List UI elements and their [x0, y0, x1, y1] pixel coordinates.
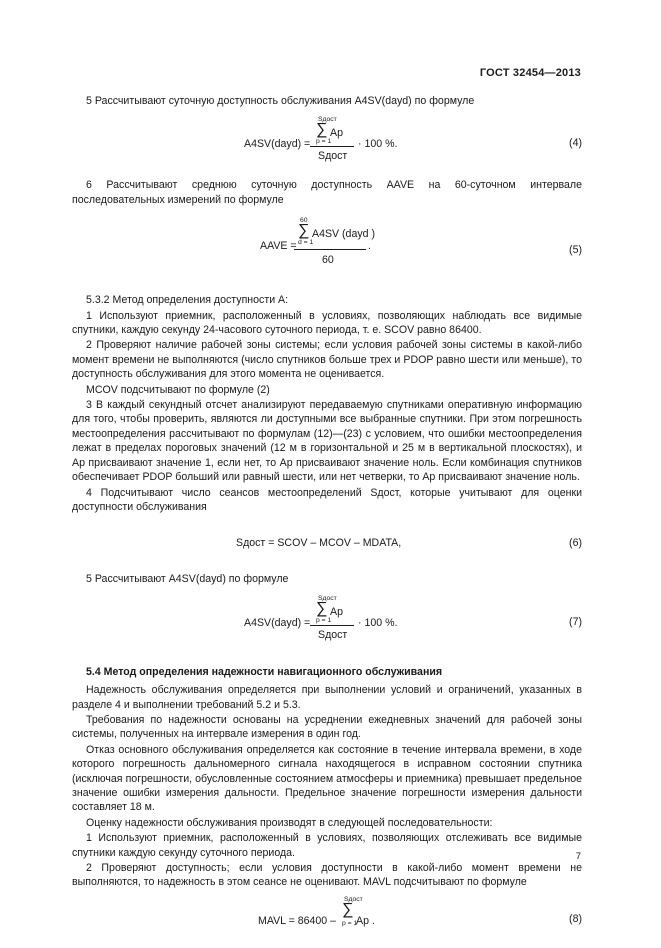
sigma-icon: ∑	[316, 599, 328, 617]
sigma-icon: ∑	[316, 121, 328, 139]
sigma-icon: ∑	[342, 900, 354, 918]
paragraph: Оценку надежности обслуживания производят в следующей последовательности:	[86, 816, 493, 829]
denominator: 60	[322, 254, 334, 267]
paragraph: 4 Подсчитывают число сеансов местоопределений Sдост, которые учитывают для оценки доступности обслуживания	[72, 486, 582, 513]
equation-number: (8)	[569, 912, 582, 925]
paragraph: 5 Рассчитывают суточную доступность обслуживания A4SV(dayd) по формуле	[86, 95, 475, 107]
sum-upper-limit: Sдост	[318, 594, 337, 602]
equation-number: (6)	[569, 537, 582, 550]
sum-term: Ap .	[356, 914, 375, 927]
document-header: ГОСТ 32454—2013	[479, 67, 581, 79]
paragraph: 1 Используют приемник, расположенный в условиях, позволяющих наблюдать все видимые спутники, каждую секунду 24-часового суточного периода, т. е. SCOV равно 86400.	[72, 309, 582, 337]
equation-number: (7)	[569, 615, 582, 628]
formula-tail: .	[368, 240, 371, 253]
sum-term: Ap	[330, 605, 343, 618]
sum-lower-limit: p = 1	[316, 138, 332, 146]
paragraph: MCOV подсчитывают по формуле (2)	[86, 383, 270, 396]
paragraph: Надежность обслуживания определяется при выполнении условий и ограничений, указанных в разделе 4 и выполнении требований 5.2 и 5.3.	[72, 684, 582, 711]
equation-number: (5)	[569, 244, 582, 257]
formula-6	[72, 520, 582, 566]
formula-lhs: A4SV(dayd) =	[244, 616, 311, 629]
formula-4	[72, 114, 582, 172]
equation-number: (4)	[569, 137, 582, 150]
formula-lhs: AAVE =	[260, 240, 297, 253]
denominator: Sдост	[318, 150, 348, 163]
page-number: 7	[575, 851, 581, 862]
document-body	[72, 94, 582, 948]
formula-lhs: A4SV(dayd) =	[244, 138, 311, 151]
paragraph: 2 Проверяют наличие рабочей зоны системы; если условия рабочей зоны системы в какой-либо момент времени не выполняются (число спутников больше трех и PDOP равно шести или меньше), то доступность обслуживания для этого момента не оценивается.	[72, 339, 582, 381]
sum-upper-limit: Sдост	[318, 116, 337, 124]
sigma-icon: ∑	[298, 222, 310, 240]
subsection-heading: 5.3.2 Метод определения доступности A:	[86, 294, 289, 307]
formula-tail: · 100 %.	[358, 616, 398, 629]
sum-term: A4SV (dayd )	[312, 228, 376, 241]
paragraph: 5 Рассчитывают A4SV(dayd) по формуле	[86, 573, 289, 586]
formula-tail: · 100 %.	[358, 138, 398, 151]
formula-lhs: MAVL = 86400 –	[258, 914, 337, 927]
sum-lower-limit: p = 1	[342, 919, 358, 927]
fraction-line	[310, 625, 354, 626]
formula-8	[72, 896, 582, 942]
sum-lower-limit: d = 1	[298, 239, 314, 247]
fraction-line	[294, 249, 366, 250]
paragraph: Требования по надежности основаны на усреднении ежедневных значений для рабочей зоны системы, полученных на интервале измерения в один год.	[72, 713, 582, 741]
sum-upper-limit: Sдост	[344, 895, 363, 903]
formula-5	[72, 213, 582, 287]
section-heading: 5.4 Метод определения надежности навигационного обслуживания	[86, 665, 443, 678]
fraction-line	[310, 146, 354, 147]
formula-text: Sдост = SCOV – MCOV – MDATA,	[236, 537, 402, 550]
paragraph: 3 В каждый секундный отсчет анализируют передаваемую спутниками оперативную информацию для того, чтобы проверить, являются ли доступными все выбранные спутники. При этом погрешность местоопределения рассчитывают по формулам (12)—(23) с условием, что ошибки местоопределения лежат в пределах пороговых значений (12 м в горизонтальной и 25 м в вертикальной плоскостях), и Ap присваивают значение 1, если нет, то Ap присваивают значение ноль. Если комбинация спутников обеспечивает PDOP больший или равный шести, или нет четверки, то Ap присваивают значение ноль.	[72, 399, 582, 484]
formula-7	[72, 593, 582, 651]
denominator: Sдост	[318, 628, 348, 641]
sum-lower-limit: p = 1	[316, 616, 332, 624]
sum-upper-limit: 60	[300, 217, 308, 225]
paragraph: 2 Проверяют доступность; если условия доступности в какой-либо момент времени не выполняются, то надежность в этом сеансе не оценивают. MAVL подсчитывают по формуле	[72, 862, 582, 889]
sum-term: Ap	[330, 127, 343, 140]
paragraph: Отказ основного обслуживания определяется как состояние в течение интервала времени, в ходе которого погрешность дальномерного сигнала находящегося в исправном состоянии спутника (исключая погрешности, обусловленные состоянием атмосферы и приемника) превышает предельное значение ошибки измерения дальности. Предельное значение погрешности измерения дальности составляет 18 м.	[72, 743, 582, 814]
paragraph: 6 Рассчитывают среднюю суточную доступность AAVE на 60-суточном интервале последовательных измерений по формуле	[72, 179, 582, 206]
paragraph: 1 Используют приемник, расположенный в условиях, позволяющих отслеживать все видимые спутники каждую секунду суточного периода.	[72, 832, 582, 859]
